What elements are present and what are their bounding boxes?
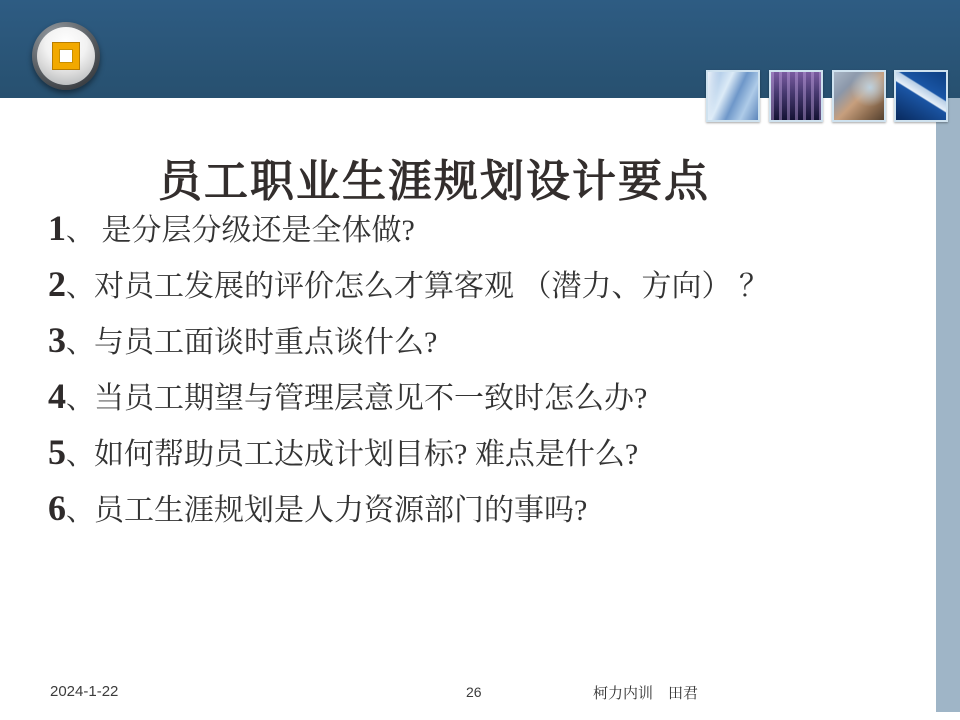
list-item [48, 312, 908, 368]
item-number: 4 [48, 376, 66, 416]
list-item [48, 424, 908, 480]
item-separator: 、 [66, 384, 95, 415]
item-number: 6 [48, 488, 66, 528]
item-text: 对员工发展的评价怎么才算客观 （潜力、方向） ？ [94, 270, 770, 303]
item-text: 如何帮助员工达成计划目标? 难点是什么? [94, 438, 639, 471]
slide-footer [0, 680, 960, 706]
item-number: 3 [48, 320, 66, 360]
item-separator: 、 [66, 496, 95, 527]
footer-credit: 柯力内训 田君 [593, 685, 699, 702]
page-number: 26 [466, 684, 482, 700]
person-on-phone-photo [832, 70, 886, 122]
company-logo-icon [32, 22, 100, 90]
item-separator: 、 [66, 328, 95, 359]
logo-square-glyph [53, 43, 79, 69]
night-skyline-photo [769, 70, 823, 122]
item-number: 2 [48, 264, 66, 304]
item-text: 与员工面谈时重点谈什么? [94, 326, 438, 359]
item-number: 5 [48, 432, 66, 472]
item-text: 是分层分级还是全体做? [94, 214, 415, 247]
logo-face [37, 27, 95, 85]
list-item [48, 200, 908, 256]
skyscraper-daylight-photo [706, 70, 760, 122]
item-number: 1 [48, 208, 66, 248]
footer-date: 2024-1-22 [50, 683, 119, 700]
list-item [48, 256, 908, 312]
item-text: 员工生涯规划是人力资源部门的事吗? [94, 494, 588, 527]
question-list [48, 200, 908, 536]
list-item [48, 368, 908, 424]
header-photo-strip [706, 70, 960, 122]
list-item [48, 480, 908, 536]
item-separator: 、 [66, 440, 95, 471]
item-separator: 、 [66, 216, 95, 247]
slide-title: 员工职业生涯规划设计要点 [158, 157, 710, 207]
tower-blue-sky-photo [894, 70, 948, 122]
item-separator: 、 [66, 272, 95, 303]
item-text: 当员工期望与管理层意见不一致时怎么办? [94, 382, 648, 415]
